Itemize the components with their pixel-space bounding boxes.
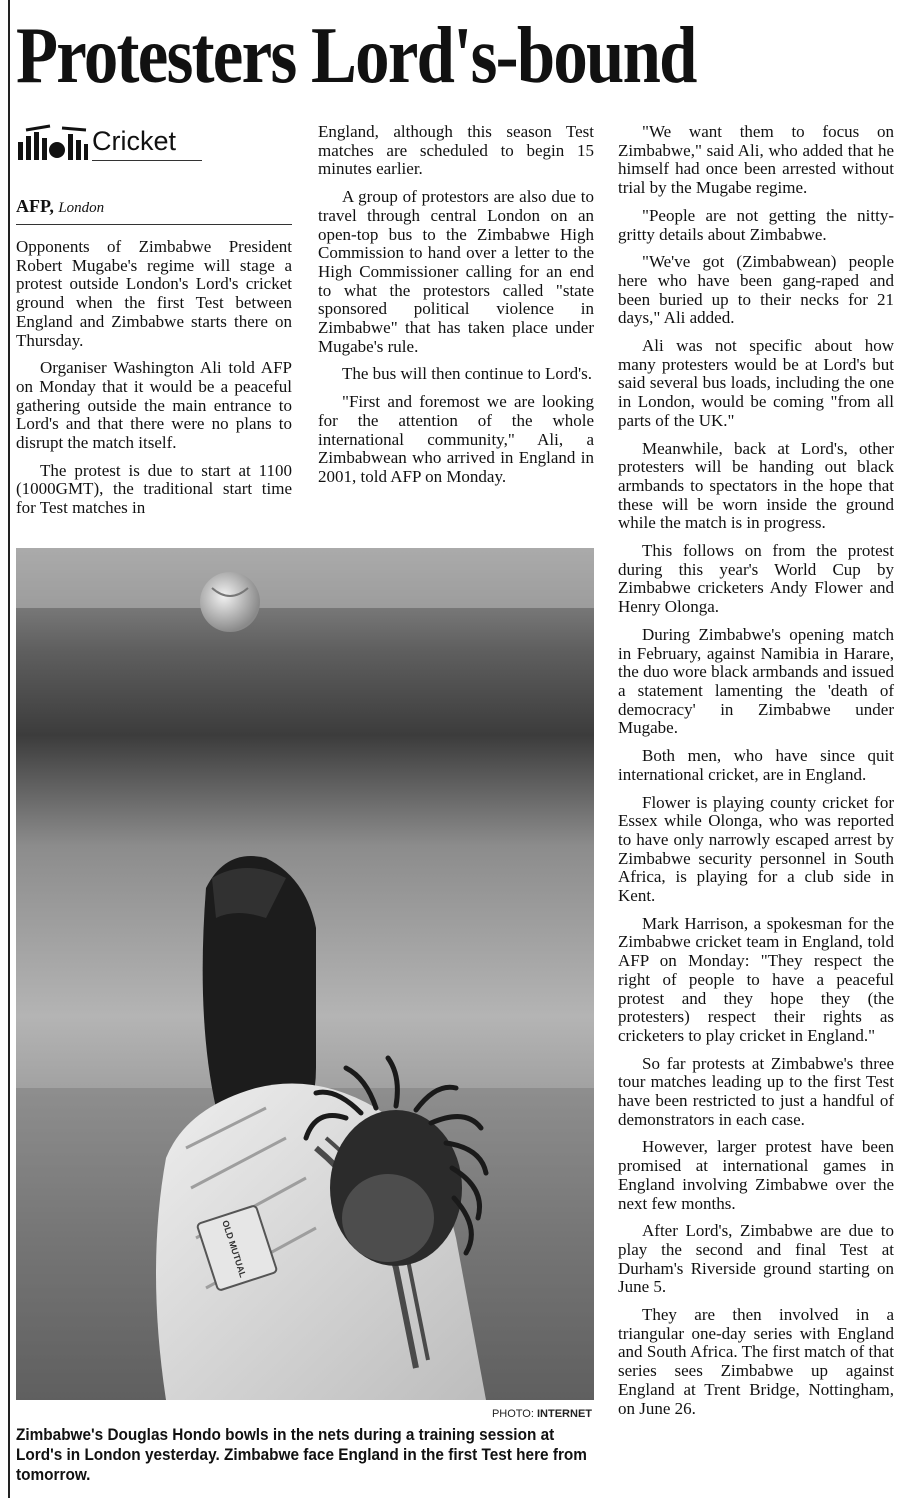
paragraph: England, although this season Test matches are scheduled to begin 15 minutes earlier.: [318, 122, 594, 179]
paragraph: "First and foremost we are looking for the attention of the whole international community," Ali, a Zimbabwean who arrived in England in 2001, told AFP on Monday.: [318, 392, 594, 486]
paragraph: Ali was not specific about how many protesters would be at Lord's but said several bus loads, including the one in London, would be coming "from all parts of the UK.": [618, 336, 894, 430]
article-column-2: [318, 123, 594, 496]
headline: Protesters Lord's-bound: [16, 12, 696, 100]
paragraph: This follows on from the protest during this year's World Cup by Zimbabwe cricketers Andy Flower and Henry Olonga.: [618, 541, 894, 617]
paragraph: "We want them to focus on Zimbabwe," said Ali, who added that he himself had once been arrested without trial by the Mugabe regime.: [618, 122, 894, 198]
paragraph: Meanwhile, back at Lord's, other protesters will be handing out black armbands to spectators in the hope that these will be worn inside the ground while the match is in progress.: [618, 438, 894, 533]
byline: [16, 196, 292, 217]
paragraph: Mark Harrison, a spokesman for the Zimbabwe cricket team in England, told AFP on Monday: "They respect the right of people to have a peaceful protest and they hope they (the protesters) respect their rights as cricketers to play cricket in England.": [618, 913, 894, 1045]
paragraph: So far protests at Zimbabwe's three tour matches leading up to the first Test have been restricted to just a handful of demonstrators in each case.: [618, 1053, 894, 1129]
paragraph: During Zimbabwe's opening match in February, against Namibia in Harare, the duo wore black armbands and issued a statement lamenting the 'death of democracy' in Zimbabwe under Mugabe.: [618, 624, 894, 738]
cricket-logo-icon: [16, 124, 90, 162]
byline-location: London: [58, 200, 105, 216]
byline-source: AFP,: [16, 196, 54, 216]
section-label: Cricket: [92, 126, 177, 156]
article-column-3: [618, 123, 894, 1427]
paragraph: Organiser Washington Ali told AFP on Monday that it would be a peaceful gathering outside the main entrance to Lord's and that there were no plans to disrupt the match itself.: [16, 358, 292, 453]
article-photo: [16, 548, 594, 1400]
byline-rule: [16, 224, 292, 225]
photo-caption: Zimbabwe's Douglas Hondo bowls in the nets during a training session at Lord's in London yesterday. Zimbabwe face England in the first Test here from tomorrow.: [16, 1426, 587, 1484]
paragraph: They are then involved in a triangular one-day series with England and South Africa. The first match of that series sees Zimbabwe up against England at Trent Bridge, Nottingham, on June 26.: [618, 1305, 894, 1418]
paragraph: After Lord's, Zimbabwe are due to play the second and final Test at Durham's Riverside ground starting on June 5.: [618, 1221, 894, 1297]
paragraph: Opponents of Zimbabwe President Robert Mugabe's regime will stage a protest outside London's Lord's cricket ground when the first Test between England and Zimbabwe starts there on Thursday.: [16, 237, 292, 350]
paragraph: The bus will then continue to Lord's.: [342, 364, 592, 384]
paragraph: "People are not getting the nitty-gritty details about Zimbabwe.: [618, 205, 894, 244]
column-rule: [8, 0, 10, 1498]
photo-credit-source: INTERNET: [537, 1408, 592, 1420]
paragraph: Both men, who have since quit international cricket, are in England.: [618, 746, 894, 784]
paragraph: Flower is playing county cricket for Essex while Olonga, who was reported to have only narrowly escaped arrest by Zimbabwe security personnel in South Africa, is playing for a club side in Kent.: [618, 792, 894, 906]
article-column-1: [16, 238, 292, 527]
photo-credit: [16, 1408, 592, 1420]
photo-credit-prefix: PHOTO:: [491, 1408, 534, 1420]
paragraph: The protest is due to start at 1100 (1000GMT), the traditional start time for Test matches in: [16, 460, 292, 518]
section-underline: [92, 160, 202, 161]
cricket-ball: [200, 572, 260, 632]
section-header: [16, 120, 292, 164]
paragraph: However, larger protest have been promised at international games in England involving Zimbabwe over the next few months.: [618, 1137, 894, 1213]
sponsor-text: OLD MUTUAL: [220, 1219, 249, 1279]
paragraph: A group of protestors are also due to travel through central London on an open-top bus to the Zimbabwe High Commission to hand over a letter to the High Commissioner calling for an end to what the protestors called "state sponsored political violence in Zimbabwe" that has taken place under Mugabe's rule.: [318, 187, 594, 356]
paragraph: "We've got (Zimbabwean) people here who have been gang-raped and been buried up to their necks for 21 days," Ali added.: [618, 252, 894, 328]
bowler-photo-illustration: [16, 548, 594, 1400]
